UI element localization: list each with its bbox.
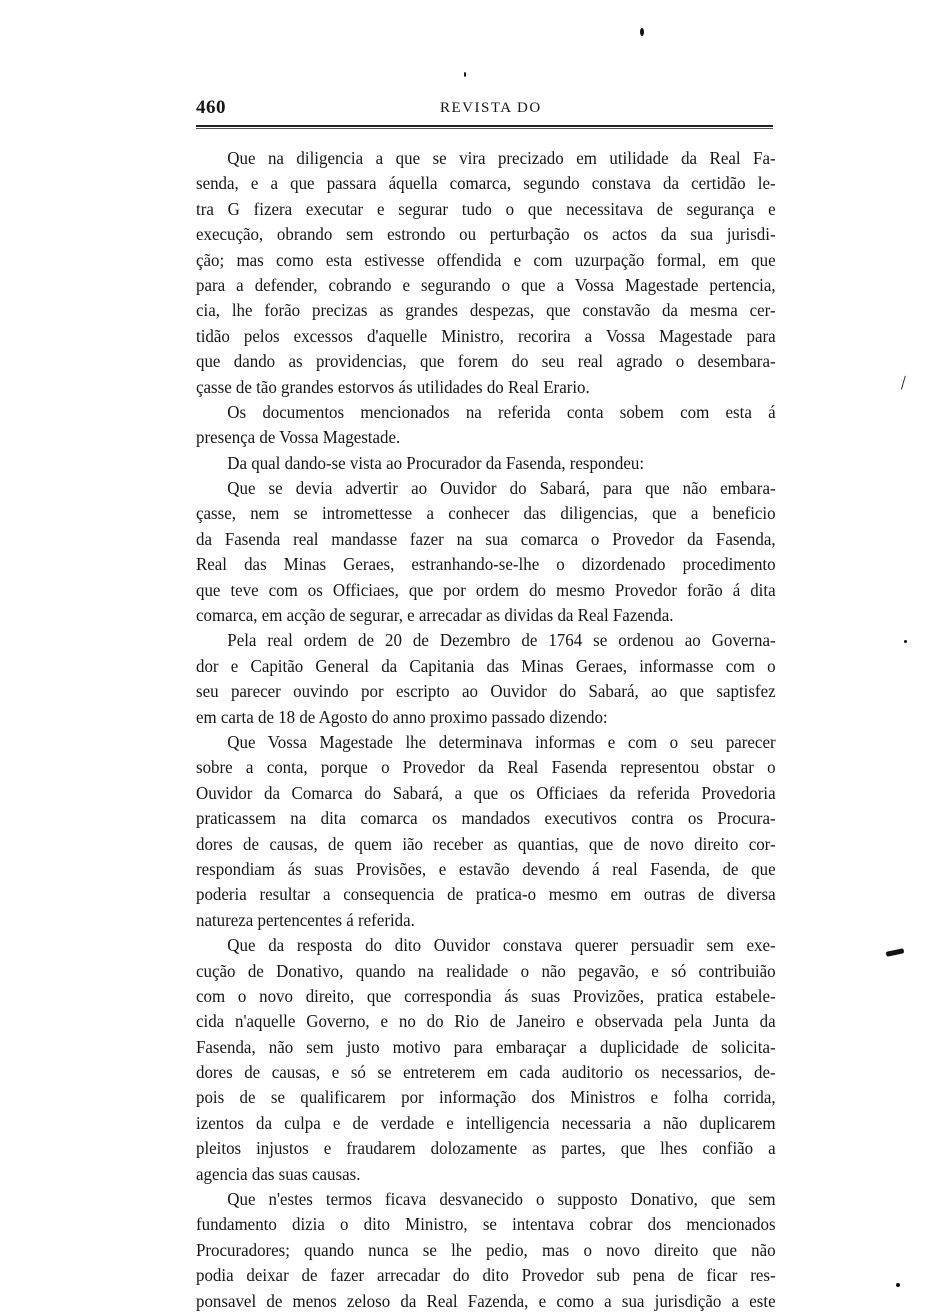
text-line: cida n'aquelle Governo, e no do Rio de Janeiro e observada pela Junta da [196, 1011, 776, 1032]
scan-speck [640, 28, 644, 36]
text-line: cução de Donativo, quando na realidade o não pegavão, e só contribuião [196, 960, 776, 981]
text-line: Que n'estes termos ficava desvanecido o supposto Donativo, que sem [227, 1189, 776, 1210]
text-line: Os documentos mencionados na referida conta sobem com esta á [227, 401, 776, 422]
text-line: da Fasenda real mandasse fazer na sua comarca o Provedor da Fasenda, [196, 528, 776, 549]
text-line: Da qual dando-se vista ao Procurador da Fasenda, respondeu: [227, 452, 645, 473]
text-line: Que da resposta do dito Ouvidor constava querer persuadir sem exe- [227, 935, 776, 956]
text-line: com o novo direito, que correspondia ás suas Provizões, pratica estabele- [196, 985, 776, 1006]
text-line: que dando as providencias, que forem do seu real agrado o desembara- [196, 351, 776, 372]
text-line: natureza pertencentes á referida. [196, 909, 415, 930]
header-rule-thin [196, 128, 773, 129]
text-line: pois de se qualificarem por informação dos Ministros e folha corrida, [196, 1087, 776, 1108]
text-line: ção; mas como esta estivesse offendida e com uzurpação formal, em que [196, 249, 776, 270]
text-line: tra G fizera executar e segurar tudo o que necessitava de segurança e [196, 198, 776, 219]
margin-mark [886, 948, 905, 957]
text-line: Fasenda, não sem justo motivo para embaraçar a duplicidade de solicita- [196, 1036, 776, 1057]
text-line: dores de causas, e só se entreterem em cada auditorio os necessarios, de- [196, 1062, 776, 1083]
text-line: Que se devia advertir ao Ouvidor do Sabará, para que não embara- [227, 478, 776, 499]
text-line: izentos da culpa e de verdade e intelligencia necessaria a não duplicarem [196, 1112, 776, 1133]
page-number: 460 [196, 97, 226, 118]
text-line: Que na diligencia a que se vira precizado em utilidade da Real Fa- [227, 148, 776, 168]
text-line: Pela real ordem de 20 de Dezembro de 1764 se ordenou ao Governa- [227, 630, 776, 651]
text-line: respondiam ás suas Provisões, e estavão devendo á real Fasenda, de que [196, 858, 776, 879]
text-line: çasse de tão grandes estorvos ás utilidades do Real Erario. [196, 376, 590, 397]
text-line: presença de Vossa Magestade. [196, 427, 401, 448]
body-text [196, 146, 782, 1314]
text-line: em carta de 18 de Agosto do anno proximo passado dizendo: [196, 706, 608, 727]
text-line: agencia das suas causas. [196, 1163, 361, 1184]
text-line: çasse, nem se intromettesse a conhecer das diligencias, que a beneficio [196, 503, 776, 524]
text-line: que teve com os Officiaes, que por ordem do mesmo Provedor forão á dita [196, 579, 776, 600]
text-line: dores de causas, de quem ião receber as quantias, que de novo direito cor- [196, 833, 776, 854]
text-line: Real das Minas Geraes, estranhando-se-lhe o dizordenado procedimento [196, 554, 776, 575]
text-line: podia deixar de fazer arrecadar do dito Provedor sub pena de ficar res- [196, 1265, 776, 1286]
text-line: cia, lhe forão precizas as grandes despezas, que constavão da mesma cer- [196, 300, 776, 321]
margin-mark: \ [894, 372, 912, 394]
text-line: tidão pelos excessos d'aquelle Ministro, recorira a Vossa Magestade para [196, 325, 776, 346]
text-line: comarca, em acção de segurar, e arrecadar as dividas da Real Fazenda. [196, 605, 674, 626]
text-line: praticassem na dita comarca os mandados executivos contra os Procura- [196, 808, 776, 829]
text-line: ponsavel de menos zeloso da Real Fazenda, e como a sua jurisdição a este [196, 1290, 776, 1311]
text-line: execução, obrando sem estrondo ou perturbação os actos da sua jurisdi- [196, 224, 776, 245]
scan-speck [904, 640, 907, 643]
text-line: fundamento dizia o dito Ministro, se intentava cobrar dos mencionados [196, 1214, 776, 1235]
text-line: Ouvidor da Comarca do Sabará, a que os Officiaes da referida Provedoria [196, 782, 776, 803]
text-line: Procuradores; quando nunca se lhe pedio, mas o novo direito que não [196, 1239, 776, 1260]
text-line: Que Vossa Magestade lhe determinava informas e com o seu parecer [227, 731, 776, 752]
text-line: poderia resultar a consequencia de pratica-o mesmo em outras de diversa [196, 884, 776, 905]
running-header: REVISTA DO [440, 100, 542, 116]
scan-speck [464, 72, 466, 77]
text-line: dor e Capitão General da Capitania das Minas Geraes, informasse com o [196, 655, 776, 676]
text-line: pleitos injustos e fraudarem dolozamente as partes, que lhes confião a [196, 1138, 776, 1159]
text-line: seu parecer ouvindo por escripto ao Ouvidor do Sabará, ao que saptisfez [196, 681, 776, 702]
text-line: sobre a conta, porque o Provedor da Real Fasenda representou obstar o [196, 757, 776, 778]
scan-speck [896, 1283, 900, 1287]
text-line: senda, e a que passara áquella comarca, segundo constava da certidão le- [196, 173, 776, 194]
header-rule [196, 125, 773, 127]
text-line: para a defender, cobrando e segurando o que a Vossa Magestade pertencia, [196, 274, 776, 295]
